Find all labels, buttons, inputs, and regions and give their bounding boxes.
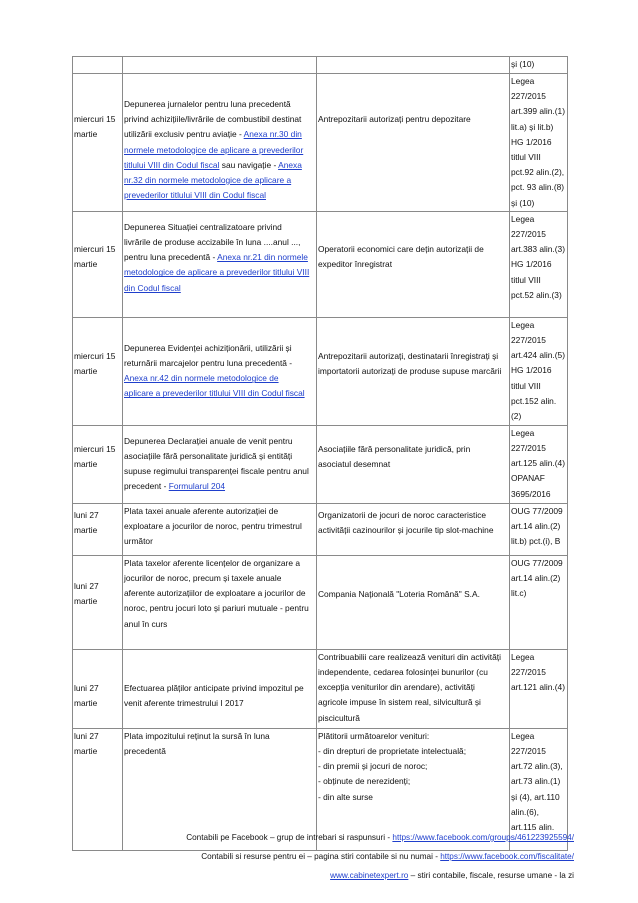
obligation-description-line — [124, 519, 315, 534]
deadline-date-cell — [73, 57, 123, 74]
obligation-description-line — [124, 386, 315, 401]
legal-basis-line: pct. 93 alin.(8) — [511, 182, 565, 193]
legal-basis-line: art.424 alin.(5) — [511, 350, 565, 361]
legal-basis-cell — [510, 649, 568, 728]
form-annex-link[interactable]: normele metodologice de aplicare a prevederilor — [124, 144, 304, 155]
legal-basis-line: pct.52 alin.(3) — [511, 289, 562, 300]
taxpayer-category-line: Compania Națională "Loteria Română" S.A. — [318, 588, 480, 599]
deadline-date-line: miercuri 15 — [74, 350, 116, 361]
legal-basis-line: titlul VIII — [511, 274, 541, 285]
deadline-date-cell — [73, 74, 123, 212]
footer-line-facebook-group — [54, 829, 574, 846]
deadline-date-cell — [73, 503, 123, 555]
legal-basis-line: 227/2015 — [511, 229, 546, 240]
obligation-description-cell — [123, 503, 317, 555]
taxpayer-category-cell — [317, 425, 510, 503]
calendar-row — [73, 503, 568, 555]
legal-basis-line: pct.152 alin. — [511, 395, 557, 406]
legal-basis-line: art.73 alin.(1) — [511, 776, 561, 787]
obligation-description-line — [124, 112, 315, 127]
footer-facebook-page-text: Contabili si resurse pentru ei – pagina stiri contabile si nu numai - — [201, 852, 441, 861]
obligation-description-text: jocurilor de noroc, precum și taxele anuale — [124, 573, 282, 584]
legal-basis-line: 3695/2016 — [511, 488, 551, 499]
deadline-date-line: martie — [74, 746, 98, 757]
obligation-description-text: precedent - — [124, 481, 169, 492]
taxpayer-category-line: independente, cedarea folosinței bunurilor (cu — [318, 667, 488, 678]
obligation-description-text: privind achizițiile/livrările de combustibil destinat — [124, 114, 302, 125]
taxpayer-category-line: activității cazinourilor și jocurile tip slot-machine — [318, 525, 494, 536]
obligation-description-text: anul în curs — [124, 618, 168, 629]
obligation-description-line — [124, 681, 315, 696]
taxpayer-category-line: - din alte surse — [318, 791, 373, 802]
taxpayer-category-line: asociatul desemnat — [318, 459, 391, 470]
calendar-row — [73, 74, 568, 212]
obligation-description-text: returnării marcajelor pentru luna precedentă - — [124, 358, 293, 369]
form-annex-link[interactable]: Anexa nr.21 din normele — [217, 252, 308, 263]
legal-basis-line: și (10) — [511, 197, 535, 208]
obligation-description-cell — [123, 649, 317, 728]
legal-basis-line: Legea — [511, 213, 535, 224]
legal-basis-line: lit.c) — [511, 588, 527, 599]
obligation-description-line — [124, 556, 315, 571]
obligation-description-text: pentru luna precedentă - — [124, 252, 218, 263]
deadline-date-cell — [73, 425, 123, 503]
deadline-date-line: martie — [74, 366, 98, 377]
deadline-date-line: martie — [74, 459, 98, 470]
deadline-date-line: miercuri 15 — [74, 243, 116, 254]
legal-basis-line: art.14 alin.(2) — [511, 573, 561, 584]
obligation-description-text: venit aferente trimestrului I 2017 — [124, 698, 244, 709]
calendar-row — [73, 211, 568, 317]
deadline-date-cell — [73, 317, 123, 425]
legal-basis-line: Legea — [511, 319, 535, 330]
taxpayer-category-line: agricole impuse în sistem real, silvicultură și — [318, 697, 481, 708]
obligation-description-line — [124, 158, 315, 173]
obligation-description-line — [124, 173, 315, 188]
legal-basis-cell — [510, 555, 568, 649]
taxpayer-category-line: Antrepozitarii autorizați pentru depozitare — [318, 114, 471, 124]
legal-basis-line: art.14 alin.(2) — [511, 521, 561, 532]
obligation-description-line — [124, 744, 315, 759]
form-annex-link[interactable]: titlului VIII din Codul fiscal — [124, 159, 220, 170]
taxpayer-category-cell — [317, 211, 510, 317]
obligation-description-text: supuse regimului transparenței fiscale pentru anul — [124, 466, 309, 477]
deadline-date-line: luni 27 — [74, 580, 99, 591]
obligation-description-line — [124, 143, 315, 158]
obligation-description-text: sau navigație - — [219, 159, 279, 170]
obligation-description-text: Plata impozitului reținut la sursă în luna — [124, 730, 270, 741]
taxpayer-category-line: importatorii autorizați de produse supuse marcării — [318, 366, 502, 377]
legal-basis-line: art.125 alin.(4) — [511, 458, 565, 469]
obligation-description-text: precedentă — [124, 746, 166, 757]
legal-basis-line: Legea — [511, 427, 535, 438]
legal-basis-line: HG 1/2016 — [511, 259, 552, 270]
legal-basis-line: pct.92 alin.(2), — [511, 167, 565, 178]
footer-website-link[interactable]: www.cabinetexpert.ro — [330, 871, 409, 880]
deadline-date-line: luni 27 — [74, 682, 99, 693]
legal-basis-cell — [510, 425, 568, 503]
deadline-date-line: miercuri 15 — [74, 443, 116, 454]
taxpayer-category-cell — [317, 57, 510, 74]
obligation-description-text: livrările de produse accizabile în luna ....anul ..., — [124, 237, 301, 248]
obligation-description-line — [124, 729, 315, 744]
legal-basis-line: 227/2015 — [511, 667, 546, 678]
legal-basis-line: Legea — [511, 76, 535, 86]
obligation-description-line — [124, 250, 315, 265]
obligation-description-cell — [123, 555, 317, 649]
obligation-description-line — [124, 571, 315, 586]
taxpayer-category-cell — [317, 555, 510, 649]
legal-basis-line: art.121 alin.(4) — [511, 682, 565, 693]
obligation-description-cell — [123, 211, 317, 317]
taxpayer-category-line: expeditor înregistrat — [318, 259, 393, 270]
legal-basis-line: OPANAF — [511, 473, 545, 484]
calendar-row — [73, 649, 568, 728]
legal-basis-line: OUG 77/2009 — [511, 505, 563, 516]
deadline-date-line: martie — [74, 259, 98, 270]
obligation-description-line — [124, 504, 315, 519]
footer-line-website — [54, 867, 574, 884]
deadline-date-line: miercuri 15 — [74, 114, 116, 124]
taxpayer-category-cell — [317, 649, 510, 728]
form-annex-link[interactable]: aplicare a prevederilor titlului VIII din Codul fiscal — [124, 388, 305, 399]
taxpayer-category-cell — [317, 74, 510, 212]
obligation-description-text: următor — [124, 536, 153, 547]
obligation-description-line — [124, 127, 315, 142]
obligation-description-text: exploatare a jocurilor de noroc, pentru trimestrul — [124, 521, 302, 532]
taxpayer-category-line: - din drepturi de proprietate intelectuală; — [318, 746, 467, 757]
legal-basis-line: art.72 alin.(3), — [511, 761, 563, 772]
legal-basis-line: alin.(6), — [511, 806, 539, 817]
legal-basis-line: art.115 alin. — [511, 822, 555, 833]
footer-website-text: – stiri contabile, fiscale, resurse umane - la zi — [408, 871, 574, 880]
calendar-row — [73, 57, 568, 74]
form-annex-link[interactable]: nr.32 din normele metodologice de aplicare a — [124, 175, 292, 186]
obligation-description-line — [124, 617, 315, 632]
legal-basis-line: și (4), art.110 — [511, 791, 560, 802]
legal-basis-cell — [510, 74, 568, 212]
obligation-description-line — [124, 601, 315, 616]
deadline-date-cell — [73, 649, 123, 728]
taxpayer-category-line: piscicultură — [318, 712, 360, 723]
taxpayer-category-cell — [317, 503, 510, 555]
fiscal-calendar-table — [72, 56, 568, 851]
taxpayer-category-line: - obținute de nerezidenți; — [318, 776, 411, 787]
legal-basis-line: titlul VIII — [511, 380, 541, 391]
obligation-description-text: Plata taxei anuale aferente autorizației de — [124, 505, 279, 516]
form-annex-link[interactable]: Anexa nr.42 din normele metodologice de — [124, 373, 279, 384]
deadline-date-line: martie — [74, 525, 98, 536]
form-annex-link[interactable]: prevederilor titlului VIII din Codul fiscal — [124, 190, 266, 201]
obligation-description-text: Depunerea Declarației anuale de venit pentru — [124, 435, 293, 446]
legal-basis-line: 227/2015 — [511, 335, 546, 346]
obligation-description-line — [124, 449, 315, 464]
deadline-date-line: luni 27 — [74, 730, 99, 741]
deadline-date-line: martie — [74, 129, 98, 140]
legal-basis-line: HG 1/2016 — [511, 365, 552, 376]
obligation-description-line — [124, 371, 315, 386]
obligation-description-line — [124, 356, 315, 371]
legal-basis-line: (2) — [511, 411, 522, 422]
taxpayer-category-line: Asociațiile fără personalitate juridică, prin — [318, 443, 471, 454]
legal-basis-line: Legea — [511, 730, 535, 741]
obligation-description-text: asociațiile fără personalitate juridică și entități — [124, 451, 293, 462]
legal-basis-cell — [510, 57, 568, 74]
calendar-row — [73, 555, 568, 649]
obligation-description-line — [124, 696, 315, 711]
obligation-description-line — [124, 235, 315, 250]
form-annex-link[interactable]: Anexa — [278, 159, 302, 170]
obligation-description-line — [124, 188, 315, 203]
form-annex-link[interactable]: Anexa nr.30 din — [243, 129, 302, 140]
obligation-description-cell — [123, 57, 317, 74]
obligation-description-cell — [123, 425, 317, 503]
legal-basis-cell — [510, 317, 568, 425]
obligation-description-line — [124, 341, 315, 356]
taxpayer-category-cell — [317, 317, 510, 425]
obligation-description-text: Depunerea Evidenței achiziționării, utilizării și — [124, 342, 292, 353]
form-annex-link[interactable]: Formularul 204 — [168, 481, 226, 492]
legal-basis-line: lit.a) și lit.b) — [511, 121, 554, 132]
legal-basis-line: art.383 alin.(3) — [511, 244, 565, 255]
obligation-description-cell — [123, 317, 317, 425]
legal-basis-line: titlul VIII — [511, 152, 541, 163]
taxpayer-category-line: Contribuabilii care realizează venituri din activități — [318, 651, 501, 662]
legal-basis-line: 227/2015 — [511, 443, 546, 454]
legal-basis-line: și (10) — [511, 59, 535, 69]
obligation-description-text: utilizării exclusiv pentru aviație - — [124, 129, 244, 140]
deadline-date-line: martie — [74, 596, 98, 607]
obligation-description-line — [124, 220, 315, 235]
legal-basis-line: Legea — [511, 651, 535, 662]
deadline-date-cell — [73, 555, 123, 649]
legal-basis-line: art.399 alin.(1) — [511, 106, 565, 117]
legal-basis-line: 227/2015 — [511, 746, 546, 757]
obligation-description-text: Efectuarea plăților anticipate privind impozitul pe — [124, 682, 304, 693]
taxpayer-category-line: excepția veniturilor din arendare), activități — [318, 682, 475, 693]
calendar-row — [73, 425, 568, 503]
legal-basis-cell — [510, 503, 568, 555]
obligation-description-text: aferente autorizațiilor de exploatare a jocurilor de — [124, 588, 306, 599]
legal-basis-line: HG 1/2016 — [511, 136, 552, 147]
deadline-date-cell — [73, 211, 123, 317]
legal-basis-line: lit.b) pct.(i), B — [511, 536, 561, 547]
calendar-row — [73, 317, 568, 425]
obligation-description-line — [124, 281, 315, 296]
obligation-description-text: Depunerea jurnalelor pentru luna precedentă — [124, 99, 291, 109]
taxpayer-category-line: Operatorii economici care dețin autorizații de — [318, 243, 484, 254]
footer-facebook-group-text: Contabili pe Facebook – grup de intrebari si raspunsuri - — [186, 833, 393, 842]
obligation-description-line — [124, 586, 315, 601]
footer-facebook-page-link[interactable]: https://www.facebook.com/fiscalitate/ — [440, 852, 574, 861]
obligation-description-cell — [123, 74, 317, 212]
taxpayer-category-line: Organizatorii de jocuri de noroc caracteristice — [318, 509, 487, 520]
legal-basis-cell — [510, 211, 568, 317]
footer-line-facebook-page — [54, 848, 574, 865]
legal-basis-line: OUG 77/2009 — [511, 557, 563, 568]
taxpayer-category-line: - din premii și jocuri de noroc; — [318, 761, 428, 772]
legal-basis-line: 227/2015 — [511, 91, 546, 102]
obligation-description-line — [124, 265, 315, 280]
obligation-description-text: Plata taxelor aferente licențelor de organizare a — [124, 557, 300, 568]
taxpayer-category-line: Antrepozitarii autorizați, destinatarii înregistrați și — [318, 350, 499, 361]
obligation-description-line — [124, 434, 315, 449]
obligation-description-line — [124, 464, 315, 479]
calendar-table-body — [73, 57, 568, 851]
deadline-date-line: martie — [74, 698, 98, 709]
obligation-description-text: Depunerea Situației centralizatoare privind — [124, 221, 282, 232]
obligation-description-line — [124, 534, 315, 549]
form-annex-link[interactable]: din Codul fiscal — [124, 282, 181, 293]
taxpayer-category-line: Plătitorii următoarelor venituri: — [318, 730, 430, 741]
deadline-date-line: luni 27 — [74, 509, 99, 520]
obligation-description-line — [124, 479, 315, 494]
obligation-description-text: noroc, pentru jocuri loto și pariuri mutuale - pentru — [124, 603, 309, 614]
footer-facebook-group-link[interactable]: https://www.facebook.com/groups/461223925594/ — [392, 833, 574, 842]
obligation-description-line — [124, 97, 315, 112]
form-annex-link[interactable]: metodologice de aplicare a prevederilor titlului VIII — [124, 267, 310, 278]
